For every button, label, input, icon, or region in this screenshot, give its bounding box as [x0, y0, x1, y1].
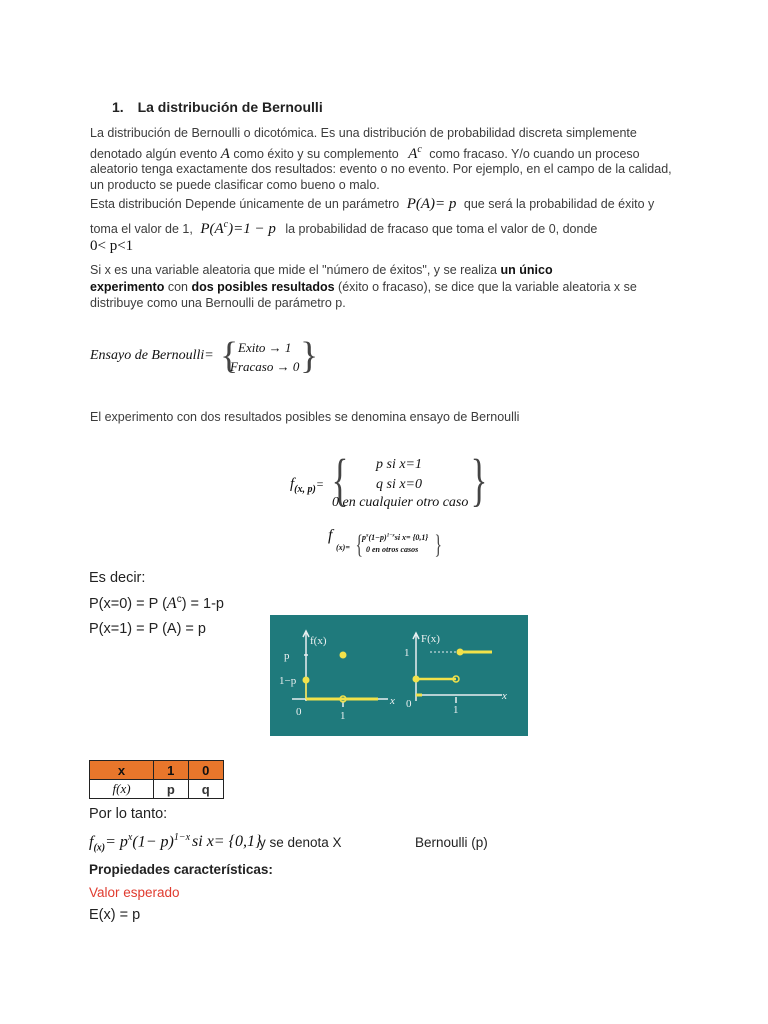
intro-line-2: denotado algún evento A como éxito y su complemento $A^c$ como fracaso. Y/o cuando un proceso	[90, 143, 640, 162]
paragraph-parameter	[90, 196, 690, 255]
param-line-1: Esta distribución Depende únicamente de un parámetro P(A)= p que será la probabilidad de éxito y	[90, 196, 655, 212]
table-header-0: 0	[188, 761, 223, 780]
expected-value: E(x) = p	[89, 907, 141, 923]
left-fx-label: f(x)	[310, 635, 327, 647]
intro-line-3: aleatorio tenga exactamente dos resultados: evento o no evento. Por ejemplo, en el campo de la calidad,	[90, 161, 672, 176]
intro-line-1: La distribución de Bernoulli o dicotómica. Es una distribución de probabilidad discreta simplemente	[90, 126, 637, 140]
left-1-label: 1	[340, 710, 346, 722]
var-line-1: Si x es una variable aleatoria que mide el "número de éxitos", y se realiza un único	[90, 263, 553, 277]
param-line-2: toma el valor de 1, $P(A^c)=1 - p$ la probabilidad de fracaso que toma el valor de 0, donde	[90, 219, 598, 237]
intro-line-4: un producto se puede clasificar como bueno o malo.	[90, 178, 380, 192]
right-Fx-label: F(x)	[421, 633, 440, 645]
right-x-label: x	[502, 690, 507, 702]
table-cell-q: q	[188, 780, 223, 799]
right-0-label: 0	[406, 698, 412, 710]
por-lo-tanto: Por lo tanto:	[89, 806, 168, 822]
right-point-1	[457, 649, 464, 656]
right-point-1mp	[413, 676, 420, 683]
table-row-label: f(x)	[90, 780, 154, 799]
right-1-label: 1	[404, 647, 410, 659]
paragraph-ensayo: El experimento con dos resultados posibles se denomina ensayo de Bernoulli	[90, 410, 520, 424]
left-p-label: p	[284, 650, 290, 662]
prob-x0: P(x=0) = P $(A^c) = 1-p$	[89, 594, 224, 612]
distribution-table	[89, 760, 224, 799]
heading-title: La distribución de Bernoulli	[137, 99, 323, 115]
final-text: y se denota X	[259, 835, 342, 850]
prob-x1: P(x=1) = P (A) = p	[89, 621, 206, 637]
table-row	[90, 780, 224, 799]
es-decir: Es decir:	[89, 570, 146, 586]
pmf-formula: $f_{(x, p)}=$ { p si x=1 q si x=0 0 en cualquier otro caso }	[290, 447, 488, 512]
bernoulli-graph	[270, 615, 528, 736]
graph-background	[270, 615, 528, 736]
expected-value-title: Valor esperado	[89, 885, 180, 900]
paragraph-intro	[90, 125, 690, 194]
final-formula: $f_{(x)}= p^x(1- p)^{1-x}$ si x= {0,1}	[89, 832, 262, 854]
pmf-formula-compact: f (x)= { $p^x(1-p)^{1-x}si$ x= {0,1} 0 en otros casos }	[328, 527, 442, 559]
table-cell-p: p	[154, 780, 188, 799]
var-line-2: experimento con dos posibles resultados (éxito o fracaso), se dice que la variable aleatoria x se	[90, 279, 637, 294]
section-heading	[112, 99, 323, 115]
param-line-3: 0< p<1	[90, 238, 134, 254]
properties-title: Propiedades características:	[89, 862, 273, 877]
var-line-3: distribuye como una Bernoulli de parámetro p.	[90, 296, 346, 310]
table-header-row	[90, 761, 224, 780]
table-header-1: 1	[154, 761, 188, 780]
left-1mp-label: 1−p	[279, 675, 297, 687]
final-formula-line	[89, 830, 709, 856]
right-1x-label: 1	[453, 704, 459, 716]
final-bernoulli: Bernoulli (p)	[415, 835, 488, 850]
heading-number: 1.	[112, 99, 124, 115]
left-0-label: 0	[296, 706, 302, 718]
left-point-p	[340, 652, 347, 659]
table-header-x: x	[90, 761, 154, 780]
paragraph-variable	[90, 262, 690, 312]
left-x-label: x	[390, 695, 395, 707]
